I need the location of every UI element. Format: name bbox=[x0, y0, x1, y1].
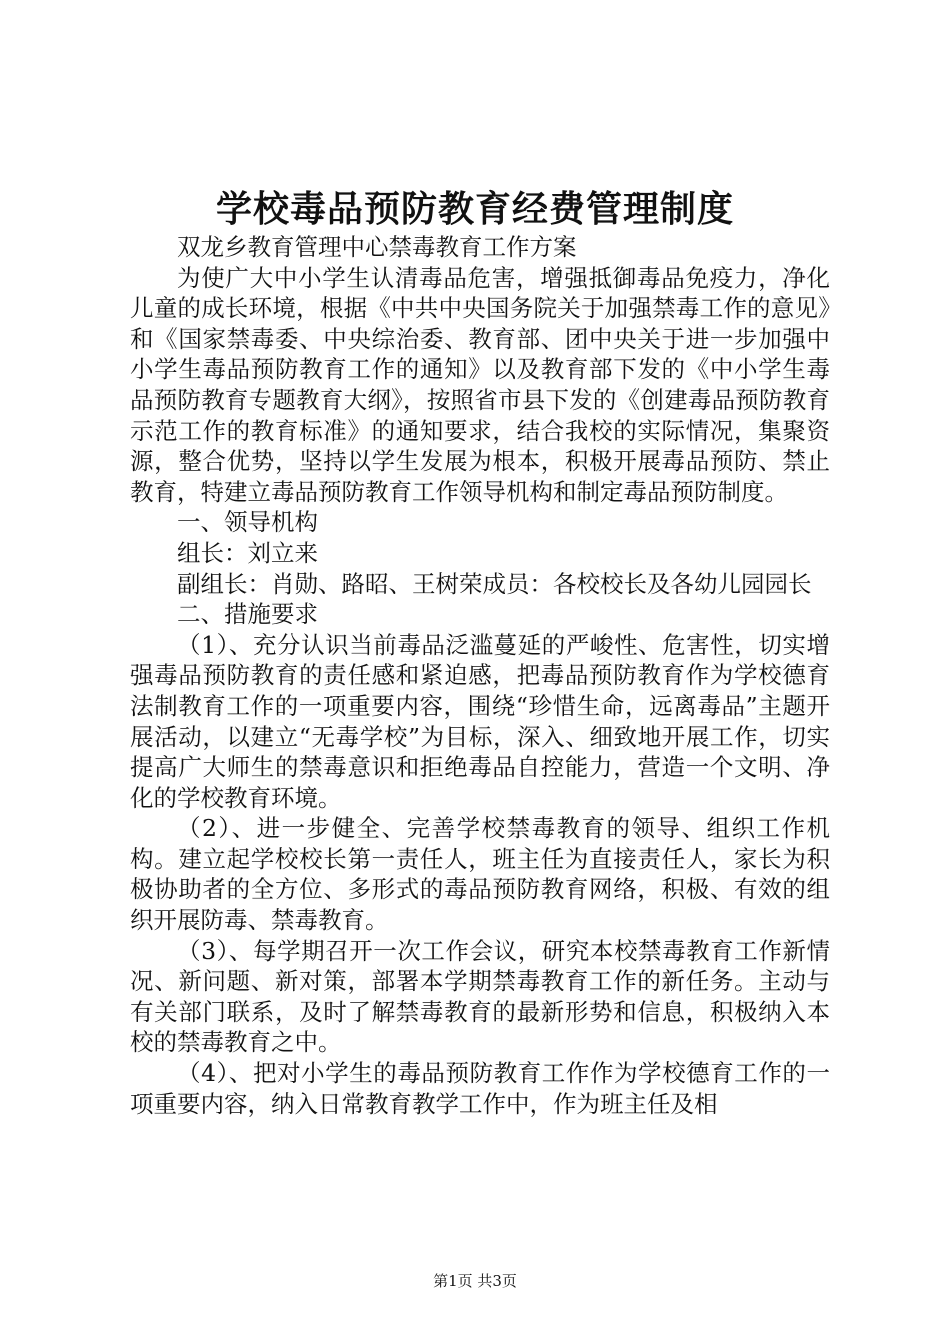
paragraph-intro: 为使广大中小学生认清毒品危害，增强抵御毒品免疫力，净化儿童的成长环境，根据《中共中央国务院关于加强禁毒工作的意见》和《国家禁毒委、中央综治委、教育部、团中央关于进一步加强中小学生毒品预防教育工作的通知》以及教育部下发的《中小学生毒品预防教育专题教育大纲》，按照省市县下发的《创建毒品预防教育示范工作的教育标准》的通知要求，结合我校的实际情况，集聚资源，整合优势，坚持以学生发展为根本，积极开展毒品预防、禁止教育，特建立毒品预防教育工作领导机构和制定毒品预防制度。 bbox=[130, 263, 830, 506]
document-body bbox=[130, 232, 830, 1119]
paragraph-group-leader: 组长：刘立来 bbox=[177, 538, 318, 567]
paragraph-measure-3: （3）、每学期召开一次工作会议，研究本校禁毒教育工作新情况、新问题、新对策，部署本学期禁毒教育工作的新任务。主动与有关部门联系，及时了解禁毒教育的最新形势和信息，积极纳入本校的禁毒教育之中。 bbox=[130, 936, 830, 1057]
paragraph-plan-title: 双龙乡教育管理中心禁毒教育工作方案 bbox=[177, 233, 577, 261]
page-indicator: 第1页 共3页 bbox=[433, 1272, 517, 1290]
paragraph-measure-1: （1）、充分认识当前毒品泛滥蔓延的严峻性、危害性，切实增强毒品预防教育的责任感和紧迫感，把毒品预防教育作为学校德育法制教育工作的一项重要内容，围绕“珍惜生命，远离毒品”主题开展活动，以建立“无毒学校”为目标，深入、细致地开展工作，切实提高广大师生的禁毒意识和拒绝毒品自控能力，营造一个文明、净化的学校教育环境。 bbox=[130, 630, 830, 812]
paragraph-measure-4: （4）、把对小学生的毒品预防教育工作作为学校德育工作的一项重要内容，纳入日常教育教学工作中，作为班主任及相 bbox=[130, 1059, 830, 1118]
section-heading-measures: 二、措施要求 bbox=[177, 600, 318, 629]
paragraph-measure-2: （2）、进一步健全、完善学校禁毒教育的领导、组织工作机构。建立起学校校长第一责任人，班主任为直接责任人，家长为积极协助者的全方位、多形式的毒品预防教育网络，积极、有效的组织开展防毒、禁毒教育。 bbox=[130, 814, 830, 935]
document-title: 学校毒品预防教育经费管理制度 bbox=[215, 188, 734, 230]
paragraph-deputy-leaders: 副组长：肖勋、路昭、王树荣成员：各校校长及各幼儿园园长 bbox=[177, 569, 812, 598]
section-heading-leadership: 一、领导机构 bbox=[177, 508, 318, 537]
